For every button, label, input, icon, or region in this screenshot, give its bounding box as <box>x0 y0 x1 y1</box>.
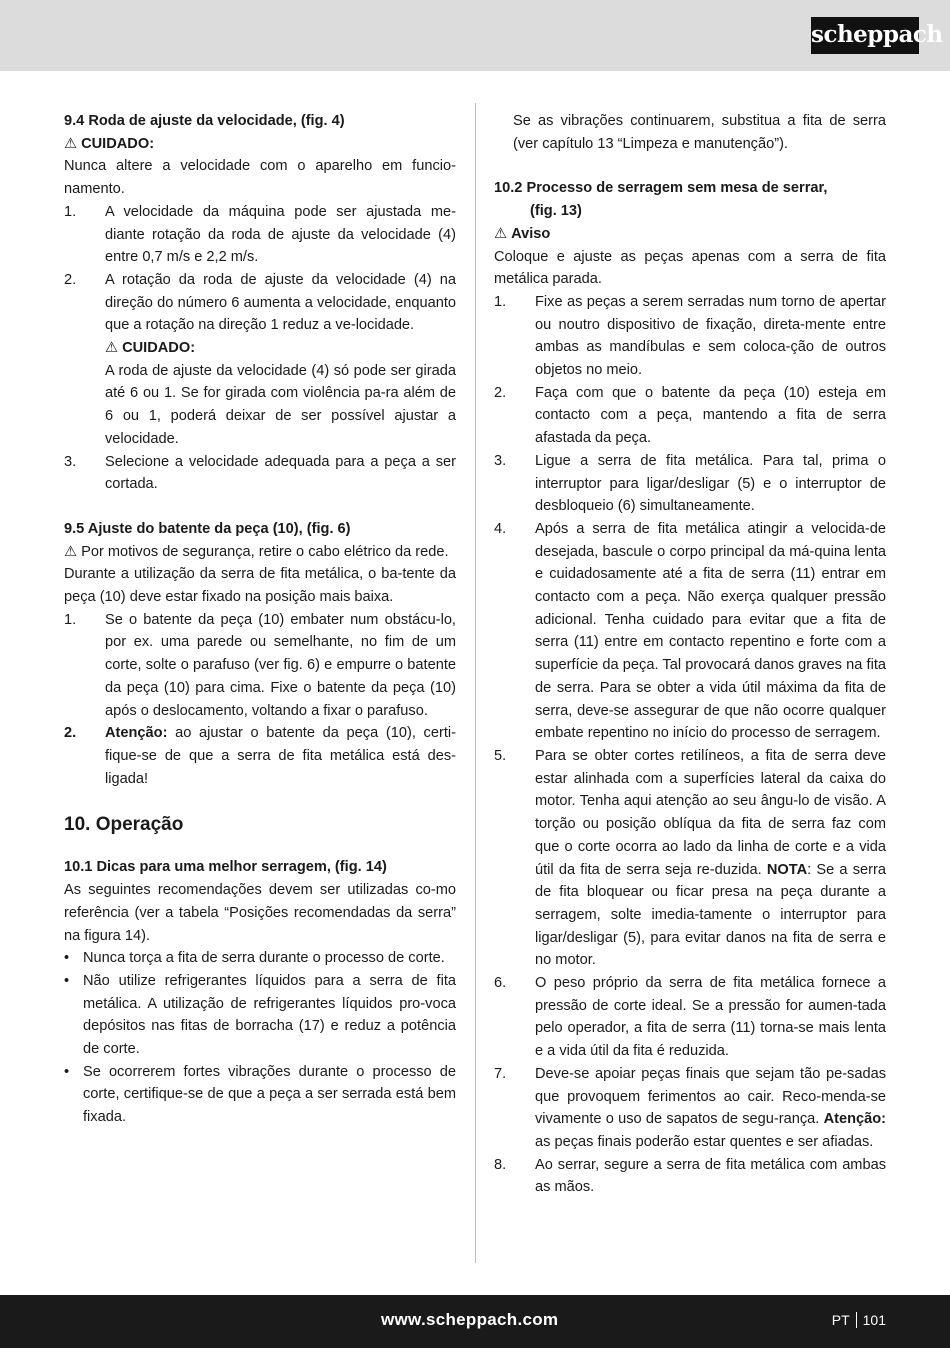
list-item: 3. Selecione a velocidade adequada para a peça a ser cortada. <box>64 453 456 493</box>
left-column <box>64 110 456 1129</box>
bullet-icon: • <box>64 972 70 989</box>
footer-bar <box>0 1295 950 1348</box>
section-9-4-title: 9.4 Roda de ajuste da velocidade, (fig. 4) <box>64 113 345 129</box>
list-item: • Se ocorrerem fortes vibrações durante o processo de corte, certifique-se de que a peça a ser serrada está bem fixada. <box>64 1061 456 1129</box>
caution-note: A roda de ajuste da velocidade (4) só pode ser girada até 6 ou 1. Se for girada com violência pa-ra além de 6 ou 1, poderá deixar de ser possível ajustar a velocidade. <box>105 362 456 447</box>
chapter-10-title: 10. Operação <box>64 814 184 836</box>
column-divider <box>475 103 476 1263</box>
bullet-icon: • <box>64 1063 70 1080</box>
page-number: PT 101 <box>831 1312 886 1328</box>
list-item: • Não utilize refrigerantes líquidos para a serra de fita metálica. A utilização de refrigerantes líquidos pro-voca depósitos nas fitas de borracha (17) e reduz a potência de corte. <box>64 970 456 1061</box>
section-9-5-intro: Durante a utilização da serra de fita metálica, o ba-tente da peça (10) deve estar fixado na posição mais baixa. <box>64 566 456 606</box>
warning-triangle-icon: ⚠ <box>494 225 508 242</box>
section-10-2-title: 10.2 Processo de serragem sem mesa de serrar, (fig. 13) <box>494 180 828 220</box>
list-item: 4. Após a serra de fita metálica atingir a velocida-de desejada, bascule o corpo principal da má-quina lenta e cuidadosamente até a fita de serra (11) entrar em contacto com a peça. Não exerça qualquer pressão adicional. Tenha cuidado para evitar que a fita de serra (11) entre em contacto repentino e forte com a superfície da peça. Tal provocará danos graves na fita de serra. Para se obter a vida útil máxima da fita de serra, deve-se assegurar de que não ocorre qualquer embate repentino no início do processo de serragem. <box>494 520 886 742</box>
list-item: 3. Ligue a serra de fita metálica. Para tal, prima o interruptor para ligar/desligar (5) e o interruptor de desbloqueio (6) simultaneamente. <box>494 452 886 515</box>
section-10-2-list <box>494 291 886 1199</box>
separator <box>856 1312 857 1328</box>
header-bar <box>0 0 950 71</box>
list-item: 6. O peso próprio da serra de fita metálica fornece a pressão de corte ideal. Se a pressão for aumen-tada pelo operador, a fita de serra (11) torna-se mais lenta e a vida útil da fita é reduzida. <box>494 975 886 1060</box>
right-column <box>494 110 886 1199</box>
list-item: 2. Faça com que o batente da peça (10) esteja em contacto com a peça, mantendo a fita de serra afastada da peça. <box>494 384 886 447</box>
list-item: 1. Se o batente da peça (10) embater num obstácu-lo, por ex. uma parede ou semelhante, no fim de um corte, solte o parafuso (ver fig. 6) e empurre o batente da peça (10) para cima. Fixe o batente da peça (10) após o deslocamento, voltando a fixar o parafuso. <box>64 611 456 719</box>
warning-heading: ⚠ Aviso <box>494 225 551 242</box>
section-10-1-intro: As seguintes recomendações devem ser utilizadas co-mo referência (ver a tabela “Posições recomendadas da serra” na figura 14). <box>64 882 456 944</box>
warning-triangle-icon: ⚠ <box>64 543 78 560</box>
section-9-5-list <box>64 609 456 791</box>
section-10-1-bullets <box>64 947 456 1129</box>
caution-heading: ⚠ CUIDADO: <box>105 340 196 357</box>
bullet-icon: • <box>64 950 70 967</box>
list-item: 5. Para se obter cortes retilíneos, a fita de serra deve estar alinhada com a superfícies lateral da caixa do motor. Tenha aqui atenção ao seu ângu-lo de visão. A torção ou posição oblíqua da fita de serra faz com que o corte ocorra ao lado da linha de corte e a vida útil da fita de serra seja re-duzida. NOTA: Se a serra de fita bloquear ou ficar presa na peça durante a serragem, solte imedia-tamente o interruptor para ligar/desligar (5), para evitar danos na fita de serra e no motor. <box>494 747 886 969</box>
section-10-1-title: 10.1 Dicas para uma melhor serragem, (fig. 14) <box>64 859 387 876</box>
list-item: 1. A velocidade da máquina pode ser ajustada me-diante rotação da roda de ajuste da velocidade (4) entre 0,7 m/s e 2,2 m/s. <box>64 203 456 266</box>
footer-url[interactable]: www.scheppach.com <box>381 1310 559 1329</box>
list-item: 8. Ao serrar, segure a serra de fita metálica com ambas as mãos. <box>494 1156 886 1196</box>
brand-logo: scheppach <box>811 17 919 54</box>
warning-triangle-icon: ⚠ <box>64 135 78 152</box>
section-10-2-intro: Coloque e ajuste as peças apenas com a serra de fita metálica parada. <box>494 248 886 288</box>
caution-heading: ⚠ CUIDADO: <box>64 135 155 152</box>
list-item: 2. A rotação da roda de ajuste da velocidade (4) na direção do número 6 aumenta a velocidade, enquanto que a rotação na direção 1 reduz a ve-locidade. ⚠ CUIDADO: A roda de ajuste da velocidade (4) só pode ser girada até 6 ou 1. Se for girada com violência pa-ra além de 6 ou 1, poderá deixar de ser possível ajustar a velocidade. <box>64 269 456 451</box>
list-item: 7. Deve-se apoiar peças finais que sejam tão pe-sadas que provoquem ferimentos ao cair. Reco-menda-se vivamente o uso de sapatos de segu-rança. Atenção: as peças finais poderão estar quentes e ser afiadas. <box>494 1065 886 1150</box>
section-9-5-title: 9.5 Ajuste do batente da peça (10), (fig. 6) <box>64 520 351 537</box>
warning-triangle-icon: ⚠ <box>105 340 119 357</box>
section-9-4-list <box>64 201 456 496</box>
list-item: 2. Atenção: ao ajustar o batente da peça (10), certi-fique-se de que a serra de fita metálica está des-ligada! <box>64 725 456 787</box>
list-item: 1. Fixe as peças a serem serradas num torno de apertar ou noutro dispositivo de fixação, direta-mente entre ambas as mandíbulas e sem coloca-ção de outros objetos no meio. <box>494 293 886 379</box>
list-item: • Nunca torça a fita de serra durante o processo de corte. <box>64 947 456 970</box>
section-9-4-intro: Nunca altere a velocidade com o aparelho em funcio-namento. <box>64 158 456 198</box>
continued-bullet-text: Se as vibrações continuarem, substitua a fita de serra (ver capítulo 13 “Limpeza e manutenção”). <box>513 113 886 152</box>
safety-note: ⚠ Por motivos de segurança, retire o cabo elétrico da rede. <box>64 543 449 560</box>
